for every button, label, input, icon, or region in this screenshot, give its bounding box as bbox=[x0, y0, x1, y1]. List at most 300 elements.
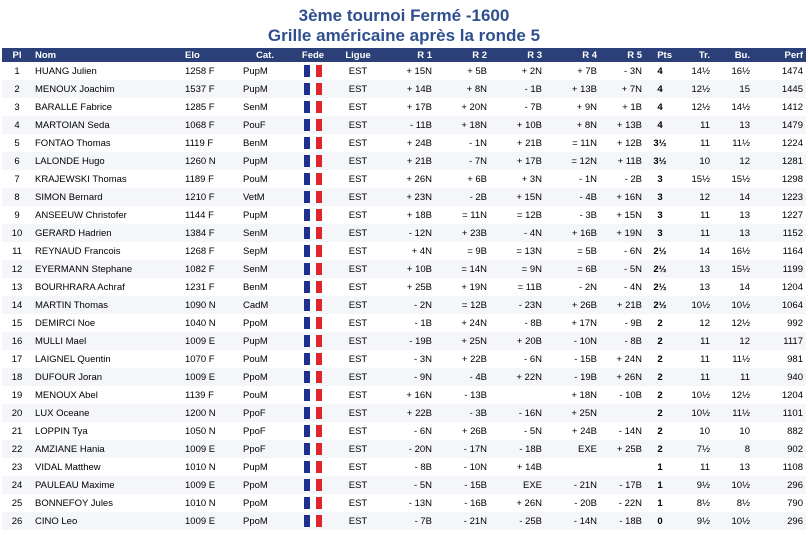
cell-tiebreak-tr: 11 bbox=[675, 350, 713, 368]
cell-round-5 bbox=[600, 404, 645, 422]
cell-round-5: + 13B bbox=[600, 116, 645, 134]
cell-league: EST bbox=[336, 512, 380, 530]
cell-elo: 1068 F bbox=[182, 116, 240, 134]
cell-round-2: = 9B bbox=[435, 242, 490, 260]
cell-performance: 1474 bbox=[753, 62, 806, 80]
header-round-1: R 1 bbox=[380, 48, 435, 62]
cell-category: PpoM bbox=[240, 476, 290, 494]
header-tiebreak-bu: Bu. bbox=[713, 48, 753, 62]
cell-elo: 1268 F bbox=[182, 242, 240, 260]
cell-league: EST bbox=[336, 98, 380, 116]
cell-place: 2 bbox=[2, 80, 32, 98]
cell-category: PouF bbox=[240, 116, 290, 134]
cell-points: 2 bbox=[645, 422, 675, 440]
cell-round-5: + 11B bbox=[600, 152, 645, 170]
cell-round-3: = 9N bbox=[490, 260, 545, 278]
cell-name: EYERMANN Stephane bbox=[32, 260, 182, 278]
cell-elo: 1009 E bbox=[182, 332, 240, 350]
cell-name: PAULEAU Maxime bbox=[32, 476, 182, 494]
cell-round-3: + 14B bbox=[490, 458, 545, 476]
table-row bbox=[2, 62, 806, 80]
cell-place: 15 bbox=[2, 314, 32, 332]
cell-round-5: - 10B bbox=[600, 386, 645, 404]
cell-tiebreak-bu: 10½ bbox=[713, 296, 753, 314]
cell-name: DUFOUR Joran bbox=[32, 368, 182, 386]
cell-round-4: + 26B bbox=[545, 296, 600, 314]
cell-elo: 1537 F bbox=[182, 80, 240, 98]
cell-tiebreak-bu: 13 bbox=[713, 116, 753, 134]
france-flag-icon bbox=[304, 173, 322, 185]
cell-points: 1 bbox=[645, 458, 675, 476]
cell-tiebreak-bu: 11½ bbox=[713, 134, 753, 152]
cell-federation bbox=[290, 278, 336, 296]
cell-round-2: + 6B bbox=[435, 170, 490, 188]
cell-place: 10 bbox=[2, 224, 32, 242]
cell-performance: 1164 bbox=[753, 242, 806, 260]
table-row bbox=[2, 440, 806, 458]
cell-round-1: + 16N bbox=[380, 386, 435, 404]
cell-category: PouM bbox=[240, 386, 290, 404]
cell-elo: 1200 N bbox=[182, 404, 240, 422]
cell-round-3: = 12B bbox=[490, 206, 545, 224]
cell-category: PupM bbox=[240, 80, 290, 98]
cell-federation bbox=[290, 98, 336, 116]
cell-name: LAIGNEL Quentin bbox=[32, 350, 182, 368]
cell-elo: 1010 N bbox=[182, 494, 240, 512]
table-row bbox=[2, 242, 806, 260]
cell-round-1: - 12N bbox=[380, 224, 435, 242]
cell-tiebreak-tr: 12 bbox=[675, 314, 713, 332]
cell-round-5: - 3N bbox=[600, 62, 645, 80]
france-flag-icon bbox=[304, 227, 322, 239]
header-elo: Elo bbox=[182, 48, 240, 62]
cell-category: PupM bbox=[240, 332, 290, 350]
cell-round-3: - 5N bbox=[490, 422, 545, 440]
cell-elo: 1009 E bbox=[182, 368, 240, 386]
table-row bbox=[2, 512, 806, 530]
cell-points: 3 bbox=[645, 206, 675, 224]
cell-round-2: - 16B bbox=[435, 494, 490, 512]
table-row bbox=[2, 386, 806, 404]
header-row bbox=[2, 48, 806, 62]
table-row bbox=[2, 134, 806, 152]
cell-league: EST bbox=[336, 458, 380, 476]
cell-round-2: + 5B bbox=[435, 62, 490, 80]
header-round-2: R 2 bbox=[435, 48, 490, 62]
cell-round-1: - 11B bbox=[380, 116, 435, 134]
cell-category: PpoF bbox=[240, 404, 290, 422]
cell-place: 18 bbox=[2, 368, 32, 386]
table-row bbox=[2, 152, 806, 170]
cell-tiebreak-tr: 7½ bbox=[675, 440, 713, 458]
cell-league: EST bbox=[336, 116, 380, 134]
cell-name: LALONDE Hugo bbox=[32, 152, 182, 170]
cell-performance: 1152 bbox=[753, 224, 806, 242]
cell-round-4: + 8N bbox=[545, 116, 600, 134]
cell-round-5: - 8B bbox=[600, 332, 645, 350]
cell-round-3: - 1B bbox=[490, 80, 545, 98]
cell-round-1: - 6N bbox=[380, 422, 435, 440]
cell-place: 11 bbox=[2, 242, 32, 260]
cell-round-4 bbox=[545, 458, 600, 476]
cell-round-3: + 15N bbox=[490, 188, 545, 206]
cell-category: PupM bbox=[240, 62, 290, 80]
cell-federation bbox=[290, 440, 336, 458]
cell-round-5: + 15N bbox=[600, 206, 645, 224]
cell-round-3: - 18B bbox=[490, 440, 545, 458]
cell-federation bbox=[290, 80, 336, 98]
cell-federation bbox=[290, 458, 336, 476]
cell-round-1: + 4N bbox=[380, 242, 435, 260]
cell-league: EST bbox=[336, 350, 380, 368]
cell-round-2: - 15B bbox=[435, 476, 490, 494]
cell-points: 2 bbox=[645, 440, 675, 458]
cell-points: 3½ bbox=[645, 152, 675, 170]
table-row bbox=[2, 296, 806, 314]
cell-round-2: = 14N bbox=[435, 260, 490, 278]
cell-federation bbox=[290, 170, 336, 188]
cell-league: EST bbox=[336, 224, 380, 242]
cell-round-2: + 23B bbox=[435, 224, 490, 242]
cell-performance: 992 bbox=[753, 314, 806, 332]
cell-round-5: - 14N bbox=[600, 422, 645, 440]
cell-round-5: - 5N bbox=[600, 260, 645, 278]
header-round-5: R 5 bbox=[600, 48, 645, 62]
cell-performance: 1204 bbox=[753, 386, 806, 404]
cell-round-4: - 3B bbox=[545, 206, 600, 224]
cell-round-3: - 4N bbox=[490, 224, 545, 242]
cell-tiebreak-tr: 12 bbox=[675, 188, 713, 206]
cell-round-3: + 20B bbox=[490, 332, 545, 350]
cell-tiebreak-tr: 11 bbox=[675, 224, 713, 242]
cell-category: PouM bbox=[240, 350, 290, 368]
cell-tiebreak-bu: 10 bbox=[713, 422, 753, 440]
cell-round-4: + 25N bbox=[545, 404, 600, 422]
cell-performance: 1479 bbox=[753, 116, 806, 134]
cell-points: 4 bbox=[645, 62, 675, 80]
cell-round-1: - 7B bbox=[380, 512, 435, 530]
cell-federation bbox=[290, 314, 336, 332]
cell-points: 4 bbox=[645, 98, 675, 116]
cell-place: 16 bbox=[2, 332, 32, 350]
cell-round-5: + 7N bbox=[600, 80, 645, 98]
cell-round-5: - 17B bbox=[600, 476, 645, 494]
cell-tiebreak-bu: 14½ bbox=[713, 98, 753, 116]
cell-place: 8 bbox=[2, 188, 32, 206]
cell-name: DEMIRCI Noe bbox=[32, 314, 182, 332]
header-league: Ligue bbox=[336, 48, 380, 62]
cell-place: 22 bbox=[2, 440, 32, 458]
cell-federation bbox=[290, 152, 336, 170]
cell-round-1: + 22B bbox=[380, 404, 435, 422]
cell-tiebreak-tr: 11 bbox=[675, 134, 713, 152]
cell-performance: 1064 bbox=[753, 296, 806, 314]
cell-name: BARALLE Fabrice bbox=[32, 98, 182, 116]
cell-round-3: + 26N bbox=[490, 494, 545, 512]
cell-tiebreak-tr: 10 bbox=[675, 152, 713, 170]
cell-round-5: - 6N bbox=[600, 242, 645, 260]
cell-tiebreak-tr: 9½ bbox=[675, 512, 713, 530]
cell-round-4: + 7B bbox=[545, 62, 600, 80]
cell-round-2: + 8N bbox=[435, 80, 490, 98]
cell-tiebreak-bu: 16½ bbox=[713, 242, 753, 260]
cell-tiebreak-bu: 11 bbox=[713, 368, 753, 386]
cell-performance: 296 bbox=[753, 512, 806, 530]
cell-points: 3½ bbox=[645, 134, 675, 152]
cell-round-2: - 10N bbox=[435, 458, 490, 476]
cell-round-4: + 13B bbox=[545, 80, 600, 98]
cell-tiebreak-tr: 12½ bbox=[675, 98, 713, 116]
cell-federation bbox=[290, 422, 336, 440]
cell-place: 9 bbox=[2, 206, 32, 224]
cell-league: EST bbox=[336, 260, 380, 278]
cell-tiebreak-tr: 13 bbox=[675, 278, 713, 296]
cell-category: SenM bbox=[240, 224, 290, 242]
france-flag-icon bbox=[304, 299, 322, 311]
cell-round-3: = 11B bbox=[490, 278, 545, 296]
cell-round-3: = 13N bbox=[490, 242, 545, 260]
cell-round-3: + 3N bbox=[490, 170, 545, 188]
cell-place: 26 bbox=[2, 512, 32, 530]
france-flag-icon bbox=[304, 101, 322, 113]
cell-federation bbox=[290, 296, 336, 314]
cell-league: EST bbox=[336, 152, 380, 170]
cell-tiebreak-tr: 11 bbox=[675, 332, 713, 350]
table-row bbox=[2, 278, 806, 296]
cell-tiebreak-tr: 10½ bbox=[675, 404, 713, 422]
cell-round-3: EXE bbox=[490, 476, 545, 494]
cell-league: EST bbox=[336, 134, 380, 152]
cell-round-1: + 17B bbox=[380, 98, 435, 116]
cell-round-5: + 12B bbox=[600, 134, 645, 152]
cell-performance: 790 bbox=[753, 494, 806, 512]
cell-round-2: - 1N bbox=[435, 134, 490, 152]
cell-category: BenM bbox=[240, 134, 290, 152]
cell-tiebreak-bu: 8 bbox=[713, 440, 753, 458]
cell-tiebreak-bu: 16½ bbox=[713, 62, 753, 80]
cell-round-3: + 2N bbox=[490, 62, 545, 80]
cell-round-3: - 6N bbox=[490, 350, 545, 368]
cell-round-4: - 21N bbox=[545, 476, 600, 494]
standings-table bbox=[2, 48, 806, 530]
cell-elo: 1260 N bbox=[182, 152, 240, 170]
cell-round-4: + 18N bbox=[545, 386, 600, 404]
cell-league: EST bbox=[336, 80, 380, 98]
cell-round-5 bbox=[600, 458, 645, 476]
tournament-title: 3ème tournoi Fermé -1600 bbox=[298, 6, 510, 25]
cell-federation bbox=[290, 188, 336, 206]
cell-round-1: + 14B bbox=[380, 80, 435, 98]
france-flag-icon bbox=[304, 479, 322, 491]
cell-elo: 1384 F bbox=[182, 224, 240, 242]
cell-tiebreak-bu: 15½ bbox=[713, 260, 753, 278]
cell-federation bbox=[290, 368, 336, 386]
cell-round-5: + 1B bbox=[600, 98, 645, 116]
cell-round-5: + 26N bbox=[600, 368, 645, 386]
cell-tiebreak-bu: 13 bbox=[713, 458, 753, 476]
header-category: Cat. bbox=[240, 48, 290, 62]
cell-points: 4 bbox=[645, 116, 675, 134]
cell-category: PpoF bbox=[240, 422, 290, 440]
cell-elo: 1070 F bbox=[182, 350, 240, 368]
cell-tiebreak-bu: 11½ bbox=[713, 350, 753, 368]
cell-tiebreak-bu: 8½ bbox=[713, 494, 753, 512]
cell-tiebreak-bu: 12 bbox=[713, 152, 753, 170]
cell-points: 2 bbox=[645, 332, 675, 350]
cell-round-5: + 19N bbox=[600, 224, 645, 242]
cell-place: 13 bbox=[2, 278, 32, 296]
cell-round-2: - 2B bbox=[435, 188, 490, 206]
cell-tiebreak-bu: 13 bbox=[713, 224, 753, 242]
cell-round-4: - 2N bbox=[545, 278, 600, 296]
cell-name: MENOUX Abel bbox=[32, 386, 182, 404]
cell-round-3: - 8B bbox=[490, 314, 545, 332]
cell-performance: 940 bbox=[753, 368, 806, 386]
cell-federation bbox=[290, 512, 336, 530]
france-flag-icon bbox=[304, 317, 322, 329]
cell-round-4: = 6B bbox=[545, 260, 600, 278]
cell-category: SepM bbox=[240, 242, 290, 260]
cell-elo: 1258 F bbox=[182, 62, 240, 80]
cell-name: LOPPIN Tya bbox=[32, 422, 182, 440]
cell-round-5: - 18B bbox=[600, 512, 645, 530]
cell-points: 4 bbox=[645, 80, 675, 98]
cell-round-3: - 25B bbox=[490, 512, 545, 530]
cell-round-2: + 19N bbox=[435, 278, 490, 296]
cell-round-1: + 23N bbox=[380, 188, 435, 206]
cell-round-4: EXE bbox=[545, 440, 600, 458]
cell-league: EST bbox=[336, 314, 380, 332]
cell-league: EST bbox=[336, 206, 380, 224]
cell-round-3: + 22N bbox=[490, 368, 545, 386]
cell-performance: 1117 bbox=[753, 332, 806, 350]
cell-category: PpoM bbox=[240, 314, 290, 332]
france-flag-icon bbox=[304, 209, 322, 221]
cell-round-5: + 24N bbox=[600, 350, 645, 368]
cell-round-2: - 4B bbox=[435, 368, 490, 386]
france-flag-icon bbox=[304, 155, 322, 167]
cell-elo: 1040 N bbox=[182, 314, 240, 332]
header-federation: Fede bbox=[290, 48, 336, 62]
france-flag-icon bbox=[304, 65, 322, 77]
cell-round-4: = 12N bbox=[545, 152, 600, 170]
cell-points: 2½ bbox=[645, 242, 675, 260]
cell-performance: 296 bbox=[753, 476, 806, 494]
cell-elo: 1210 F bbox=[182, 188, 240, 206]
table-row bbox=[2, 404, 806, 422]
cell-place: 24 bbox=[2, 476, 32, 494]
cell-tiebreak-tr: 10½ bbox=[675, 296, 713, 314]
cell-round-2: + 20N bbox=[435, 98, 490, 116]
cell-round-5: - 2B bbox=[600, 170, 645, 188]
cell-points: 2 bbox=[645, 404, 675, 422]
cell-tiebreak-bu: 11½ bbox=[713, 404, 753, 422]
cell-category: PouM bbox=[240, 170, 290, 188]
header-tiebreak-tr: Tr. bbox=[675, 48, 713, 62]
cell-category: BenM bbox=[240, 278, 290, 296]
cell-league: EST bbox=[336, 440, 380, 458]
header-performance: Perf bbox=[753, 48, 806, 62]
cell-federation bbox=[290, 206, 336, 224]
cell-category: SenM bbox=[240, 98, 290, 116]
cell-tiebreak-tr: 8½ bbox=[675, 494, 713, 512]
cell-round-5: + 25B bbox=[600, 440, 645, 458]
cell-name: CINO Leo bbox=[32, 512, 182, 530]
france-flag-icon bbox=[304, 137, 322, 149]
cell-points: 3 bbox=[645, 224, 675, 242]
france-flag-icon bbox=[304, 515, 322, 527]
cell-tiebreak-tr: 10 bbox=[675, 422, 713, 440]
cell-round-4: + 16B bbox=[545, 224, 600, 242]
france-flag-icon bbox=[304, 389, 322, 401]
cell-place: 17 bbox=[2, 350, 32, 368]
cell-name: MARTIN Thomas bbox=[32, 296, 182, 314]
cell-place: 3 bbox=[2, 98, 32, 116]
cell-tiebreak-bu: 14 bbox=[713, 188, 753, 206]
cell-round-4: - 14N bbox=[545, 512, 600, 530]
france-flag-icon bbox=[304, 263, 322, 275]
cell-category: PpoF bbox=[240, 440, 290, 458]
cell-elo: 1144 F bbox=[182, 206, 240, 224]
cell-elo: 1139 F bbox=[182, 386, 240, 404]
cell-points: 2 bbox=[645, 368, 675, 386]
table-row bbox=[2, 314, 806, 332]
cell-round-1: + 26N bbox=[380, 170, 435, 188]
cell-round-1: - 9N bbox=[380, 368, 435, 386]
cell-round-1: - 19B bbox=[380, 332, 435, 350]
header-place: Pl bbox=[2, 48, 32, 62]
table-row bbox=[2, 476, 806, 494]
cell-league: EST bbox=[336, 332, 380, 350]
cell-name: BONNEFOY Jules bbox=[32, 494, 182, 512]
cell-tiebreak-bu: 12 bbox=[713, 332, 753, 350]
cell-name: HUANG Julien bbox=[32, 62, 182, 80]
cell-points: 1 bbox=[645, 476, 675, 494]
cell-performance: 1223 bbox=[753, 188, 806, 206]
cell-category: PupM bbox=[240, 152, 290, 170]
cell-round-2: + 26B bbox=[435, 422, 490, 440]
cell-round-3: - 23N bbox=[490, 296, 545, 314]
cell-category: SenM bbox=[240, 260, 290, 278]
cell-tiebreak-bu: 15½ bbox=[713, 170, 753, 188]
cell-round-4: - 20B bbox=[545, 494, 600, 512]
cell-league: EST bbox=[336, 242, 380, 260]
cell-federation bbox=[290, 260, 336, 278]
cell-points: 0 bbox=[645, 512, 675, 530]
cell-tiebreak-tr: 11 bbox=[675, 458, 713, 476]
cell-round-3: + 21B bbox=[490, 134, 545, 152]
cell-tiebreak-bu: 12½ bbox=[713, 314, 753, 332]
cell-league: EST bbox=[336, 296, 380, 314]
cell-round-2: + 25N bbox=[435, 332, 490, 350]
cell-round-4: = 11N bbox=[545, 134, 600, 152]
cell-points: 2½ bbox=[645, 260, 675, 278]
france-flag-icon bbox=[304, 353, 322, 365]
cell-round-2: = 12B bbox=[435, 296, 490, 314]
cell-performance: 1227 bbox=[753, 206, 806, 224]
cell-place: 6 bbox=[2, 152, 32, 170]
cell-round-1: - 3N bbox=[380, 350, 435, 368]
header-name: Nom bbox=[32, 48, 182, 62]
cell-elo: 1090 N bbox=[182, 296, 240, 314]
header-points: Pts bbox=[645, 48, 675, 62]
cell-league: EST bbox=[336, 368, 380, 386]
cell-round-4: = 5B bbox=[545, 242, 600, 260]
cell-elo: 1009 E bbox=[182, 512, 240, 530]
cell-points: 2½ bbox=[645, 278, 675, 296]
table-row bbox=[2, 260, 806, 278]
cell-round-2: - 21N bbox=[435, 512, 490, 530]
